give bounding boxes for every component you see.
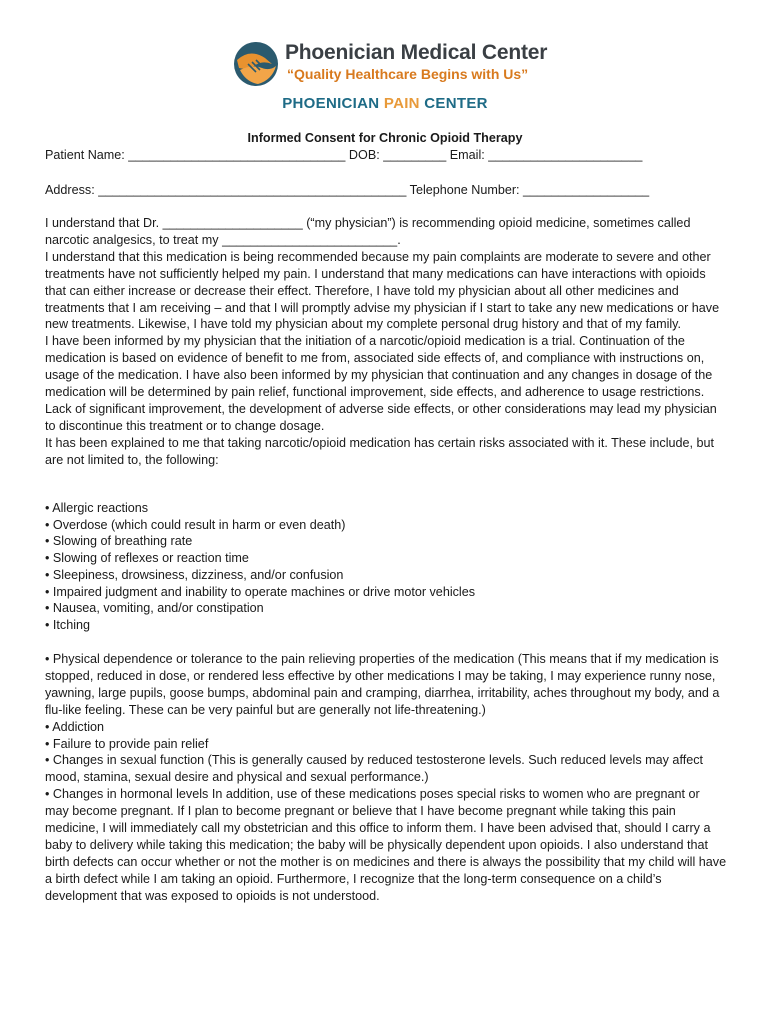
list-item: • Physical dependence or tolerance to the pain relieving properties of the medication (This means that if my medication is stopped, reduced in dose, or rendered less effective by other medications I may be taking, I may experience runny nose, yawning, large pupils, goose bumps, abdominal pain and cramping, diarrhea, irritability, aches throughout my body, and a flu-like feeling. These can be very painful but are generally not life-threatening.) (45, 652, 720, 717)
list-item: • Overdose (which could result in harm or even death) (45, 517, 346, 532)
list-item: • Impaired judgment and inability to operate machines or drive motor vehicles (45, 584, 476, 599)
paragraph: It has been explained to me that taking narcotic/opioid medication has certain risks associated with it. These include, but are not limited to, the following: (45, 435, 715, 467)
paragraph: I have been informed by my physician that the initiation of a narcotic/opioid medication is a trial. Continuation of the medication is based on evidence of benefit to me from, associated side effects of, and compliance with instructions on, usage of the medication. I have also been informed by my physician that continuation and any changes in dosage of the medication will be determined by pain relief, functional improvement, side effects, and adherence to usage restrictions. Lack of significant improvement, the development of adverse side effects, or other considerations may lead my physician to discontinue this treatment or to change dosage. (45, 334, 717, 433)
center-title-part3: CENTER (419, 95, 488, 112)
list-item: • Changes in sexual function (This is generally caused by reduced testosterone levels. Such reduced levels may affect mood, stamina, sexual desire and physical and sexual performance.) (45, 753, 704, 785)
pain-center-title (0, 95, 770, 112)
list-item: • Slowing of reflexes or reaction time (45, 551, 249, 566)
risk-list-detailed (45, 651, 727, 905)
consent-paragraphs (45, 215, 727, 469)
document-title: Informed Consent for Chronic Opioid Therapy (247, 131, 523, 145)
paragraph: I understand that Dr. ____________________ (“my physician”) is recommending opioid medicine, sometimes called narcotic analgesics, to treat my _________________________. (45, 216, 691, 247)
list-item: • Itching (45, 617, 91, 632)
patient-info-line: Patient Name: _______________________________ DOB: _________ Email: ______________________ (45, 148, 643, 162)
list-item: • Slowing of breathing rate (45, 534, 193, 549)
header-logo (232, 38, 552, 94)
list-item: • Allergic reactions (45, 501, 149, 515)
handshake-logo-icon (232, 40, 280, 88)
center-title-part2: PAIN (383, 95, 420, 112)
risk-list (45, 500, 727, 634)
list-item: • Nausea, vomiting, and/or constipation (45, 601, 264, 616)
org-tagline: “Quality Healthcare Begins with Us” (287, 66, 529, 82)
org-name: Phoenician Medical Center (285, 41, 548, 64)
paragraph: I understand that this medication is being recommended because my pain complaints are moderate to severe and other treatments have not sufficiently helped my pain. I understand that many medications can have interactions with opioids that can either increase or decrease their effect. Therefore, I have told my physician about all other medicines and treatments that I am receiving – and that I will promptly advise my physician if I start to take any new medications or have new treatments. Likewise, I have told my physician about my complete personal drug history and that of my family. (45, 249, 720, 332)
list-item: • Sleepiness, drowsiness, dizziness, and/or confusion (45, 567, 344, 582)
center-title-part1: PHOENICIAN (282, 95, 384, 112)
list-item: • Failure to provide pain relief (45, 736, 209, 751)
address-line: Address: ____________________________________________ Telephone Number: __________________ (45, 183, 650, 197)
list-item: • Changes in hormonal levels In addition, use of these medications poses special risks to women who are pregnant or may become pregnant. If I plan to become pregnant or believe that I have become pregnant while taking this pain medicine, I will immediately call my obstetrician and this office to inform them. I have been advised that, should I carry a baby to delivery while taking this medication; the baby will be physically dependent upon opioids. I also understand that birth defects can occur whether or not the mother is on medicines and there is always the possibility that my child will have a birth defect while I am taking an opioid. Furthermore, I recognize that the long-term consequence on a child’s development that was exposed to opioids is not understood. (45, 787, 727, 903)
list-item: • Addiction (45, 719, 105, 734)
